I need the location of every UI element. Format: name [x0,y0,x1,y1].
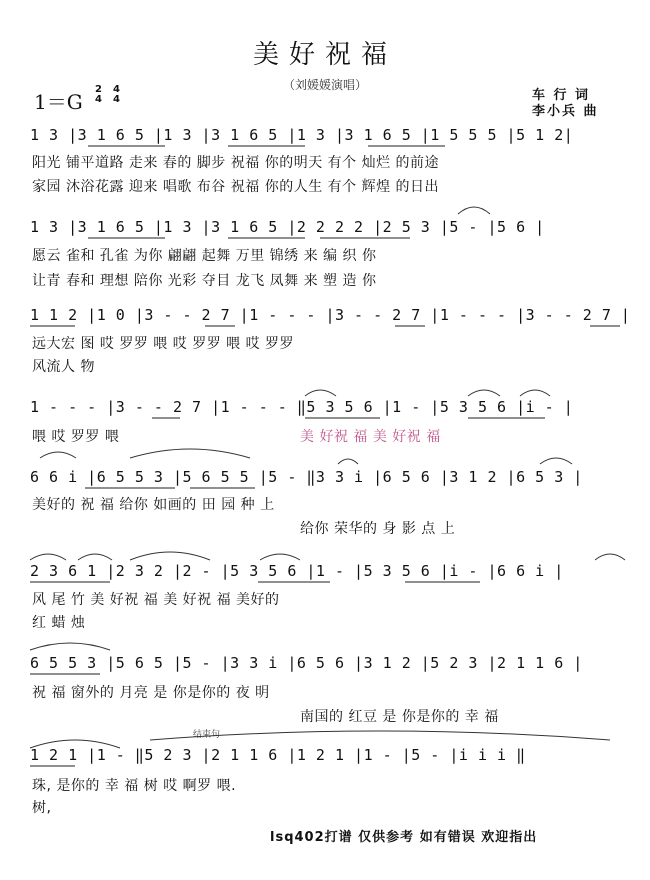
notation-line-7: 6 5 5 3 |5 6 5 |5 - |3 3 i |6 5 6 |3 1 2 |5 2 3 |2 1 1 6 | [30,654,583,672]
notation-line-4: 1 - - - |3 - - 2 7 |1 - - - ‖5 3 5 6 |1 - |5 3 5 6 |i - | [30,398,574,416]
lyric-line-4-part-2: 美 好祝 福 美 好祝 福 [300,429,441,445]
composer-credit: 李小兵 曲 [532,104,599,119]
time-signature-numerator: 4 [113,84,120,95]
lyric-line-2-verse-2: 让青 春和 理想 陪你 光彩 夺目 龙飞 凤舞 来 塑 造 你 [32,273,377,289]
lyric-line-4-part-1: 喂 哎 罗罗 喂 [32,429,120,445]
key-signature: 1＝G [34,90,83,114]
notation-line-6: 2 3 6 1 |2 3 2 |2 - |5 3 5 6 |1 - |5 3 5 6 |i - |6 6 i | [30,562,564,580]
lyric-line-3-verse-1: 远大宏 图 哎 罗罗 喂 哎 罗罗 喂 哎 罗罗 [32,336,295,352]
notation-line-3: 1 1 2 |1 0 |3 - - 2 7 |1 - - - |3 - - 2 7 |1 - - - |3 - - 2 7 | [30,306,631,324]
notation-line-2: 1 3 |3 1 6 5 |1 3 |3 1 6 5 |2 2 2 2 |2 5 3 |5 - |5 6 | [30,218,545,236]
lyric-line-7-verse-1: 祝 福 窗外的 月亮 是 你是你的 夜 明 [32,685,270,701]
notation-line-1: 1 3 |3 1 6 5 |1 3 |3 1 6 5 |1 3 |3 1 6 5 |1 5 5 5 |5 1 2| [30,126,574,144]
lyric-line-7-verse-2: 南国的 红豆 是 你是你的 幸 福 [300,709,499,725]
lyric-line-2-verse-1: 愿云 雀和 孔雀 为你 翩翩 起舞 万里 锦绣 来 编 织 你 [32,248,377,264]
coda-jump-marker: 结束句 [193,730,221,740]
time-signature-denominator: 4 [113,94,120,105]
lyric-line-8-verse-2: 树, [32,800,52,816]
lyric-line-3-verse-2: 风流人 物 [32,359,95,375]
transcriber-footer: lsq402打谱 仅供参考 如有错误 欢迎指出 [270,830,538,845]
time-signature-numerator: 2 [95,84,102,95]
lyric-line-6-verse-2: 红 蜡 烛 [32,615,86,631]
notation-line-8: 1 2 1 |1 - ‖5 2 3 |2 1 1 6 |1 2 1 |1 - |5 - |i i i ‖ [30,746,526,764]
notation-line-5: 6 6 i |6 5 5 3 |5 6 5 5 |5 - ‖3 3 i |6 5 6 |3 1 2 |6 5 3 | [30,468,583,486]
rhythm-beams [30,146,620,766]
lyric-line-1-verse-1: 阳光 铺平道路 走来 春的 脚步 祝福 你的明天 有个 灿烂 的前途 [32,155,440,171]
song-title: 美好祝福 [252,40,397,70]
lyricist-credit: 车 行 词 [532,88,591,103]
lyric-line-6-verse-1: 风 尾 竹 美 好祝 福 美 好祝 福 美好的 [32,592,280,608]
lyric-line-8-verse-1: 珠, 是你的 幸 福 树 哎 啊罗 喂. [32,778,237,794]
performer-subtitle: （刘媛媛演唱） [282,78,367,92]
lyric-line-1-verse-2: 家园 沐浴花露 迎来 唱歌 布谷 祝福 你的人生 有个 辉煌 的日出 [32,179,440,195]
lyric-line-5-verse-1: 美好的 祝 福 给你 如画的 田 园 种 上 [32,497,275,513]
slurs [30,207,625,748]
lyric-line-5-verse-2: 给你 荣华的 身 影 点 上 [300,521,456,537]
time-signature-denominator: 4 [95,94,102,105]
